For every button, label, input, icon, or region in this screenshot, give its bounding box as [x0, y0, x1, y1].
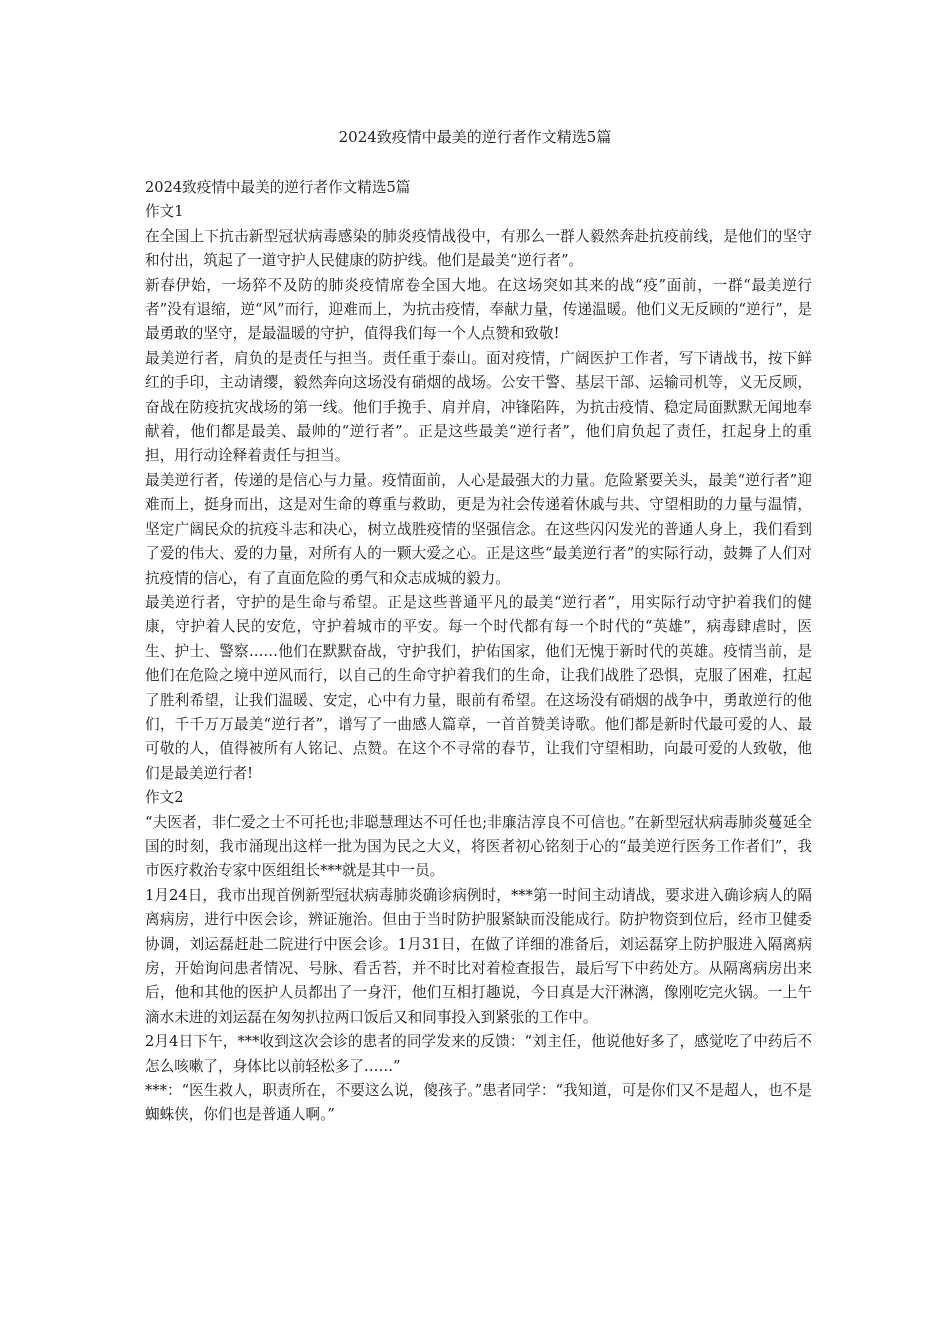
section-heading-essay-2: 作文2	[145, 789, 184, 807]
paragraph: 2月4日下午，***收到这次会诊的患者的同学发来的反馈：“刘主任，他说他好多了，感觉吃了中药后不怎么咳嗽了，身体比以前轻松多了……”	[145, 1033, 812, 1075]
paragraph: ***：“医生救人，职责所在，不要这么说，傻孩子。”患者同学：“我知道，可是你们又不是超人，也不是蜘蛛侠，你们也是普通人啊。”	[145, 1082, 812, 1124]
paragraph: 最美逆行者，肩负的是责任与担当。责任重于泰山。面对疫情，广阔医护工作者，写下请战书，按下鲜红的手印，主动请缨，毅然奔向这场没有硝烟的战场。公安干警、基层干部、运输司机等，义无反顾，奋战在防疫抗灾战场的第一线。他们手挽手、肩并肩，冲锋陷阵，为抗击疫情、稳定局面默默无闻地奉献着，他们都是最美、最帅的“逆行者”。正是这些最美“逆行者”，他们肩负起了责任，扛起身上的重担，用行动诠释着责任与担当。	[145, 349, 812, 465]
paragraph-subtitle: 2024致疫情中最美的逆行者作文精选5篇	[145, 179, 411, 196]
paragraph: 最美逆行者，传递的是信心与力量。疫情面前，人心是最强大的力量。危险紧要关头，最美“逆行者”迎难而上，挺身而出，这是对生命的尊重与救助，更是为社会传递着休戚与共、守望相助的力量与温情，坚定广阔民众的抗疫斗志和决心，树立战胜疫情的坚强信念。在这些闪闪发光的普通人身上，我们看到了爱的伟大、爱的力量，对所有人的一颗大爱之心。正是这些“最美逆行者”的实际行动，鼓舞了人们对抗疫情的信心，有了直面危险的勇气和众志成城的毅力。	[145, 471, 812, 587]
paragraph: “夫医者，非仁爱之士不可托也;非聪慧理达不可任也;非廉洁淳良不可信也。”在新型冠状病毒肺炎蔓延全国的时刻，我市涌现出这样一批为国为民之大义，将医者初心铭刻于心的“最美逆行医务工作者们”，我市医疗救治专家中医组组长***就是其中一员。	[145, 813, 812, 880]
paragraph: 在全国上下抗击新型冠状病毒感染的肺炎疫情战役中，有那么一群人毅然奔赴抗疫前线，是他们的坚守和付出，筑起了一道守护人民健康的防护线。他们是最美“逆行者”。	[145, 227, 812, 270]
paragraph: 1月24日，我市出现首例新型冠状病毒肺炎确诊病例时，***第一时间主动请战，要求进入确诊病人的隔离病房，进行中医会诊，辨证施治。但由于当时防护服紧缺而没能成行。防护物资到位后，经市卫健委协调，刘运磊赶赴二院进行中医会诊。1月31日，在做了详细的准备后，刘运磊穿上防护服进入隔离病房，开始询问患者情况、号脉、看舌苔，并不时比对着检查报告，最后写下中药处方。从隔离病房出来后，他和其他的医护人员都出了一身汗，他们互相打趣说，今日真是大汗淋漓，像刚吃完火锅。一上午滴水未进的刘运磊在匆匆扒拉两口饭后又和同事投入到紧张的工作中。	[145, 886, 812, 1026]
document-title: 2024致疫情中最美的逆行者作文精选5篇	[338, 128, 612, 146]
paragraph: 新春伊始，一场猝不及防的肺炎疫情席卷全国大地。在这场突如其来的战“疫”面前，一群“最美逆行者”没有退缩，逆“风”而行，迎难而上，为抗击疫情，奉献力量，传递温暖。他们义无反顾的“逆行”，是最勇敢的坚守，是最温暖的守护，值得我们每一个人点赞和致敬!	[145, 276, 812, 343]
document-body	[145, 176, 812, 1128]
paragraph: 最美逆行者，守护的是生命与希望。正是这些普通平凡的最美“逆行者”，用实际行动守护着我们的健康，守护着人民的安危，守护着城市的平安。每一个时代都有每一个时代的“英雄”，病毒肆虐时，医生、护士、警察……他们在默默奋战，守护我们，护佑国家，他们无愧于新时代的英雄。疫情当前，是他们在危险之境中逆风而行，以自己的生命守护着我们的生命，让我们战胜了恐惧，克服了困难，扛起了胜利希望，让我们温暖、安定，心中有力量，眼前有希望。在这场没有硝烟的战争中，勇敢逆行的他们，千千万万最美“逆行者”，谱写了一曲感人篇章，一首首赞美诗歌。他们都是新时代最可爱的人、最可敬的人，值得被所有人铭记、点赞。在这个不寻常的春节，让我们守望相助，向最可爱的人致敬，他们是最美逆行者!	[145, 593, 812, 782]
section-heading-essay-1: 作文1	[145, 203, 184, 221]
